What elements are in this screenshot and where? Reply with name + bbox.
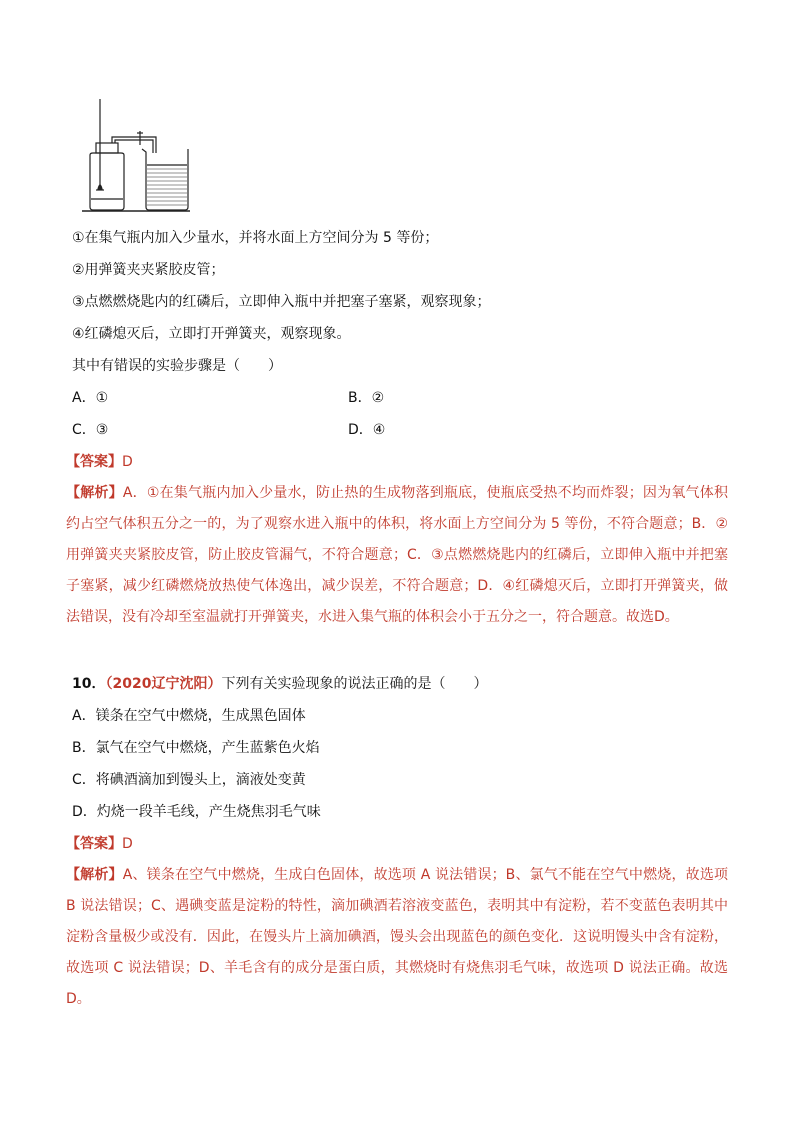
question-10-stem: [72, 674, 487, 694]
question-9-analysis: [66, 478, 728, 633]
analysis-text: A、镁条在空气中燃烧，生成白色固体，故选项 A 说法错误；B、氯气不能在空气中燃烧，故选项 B 说法错误；C、遇碘变蓝是淀粉的特性，滴加碘酒若溶液变蓝色，表明其中有淀粉，若不变蓝色表明其中淀粉含量极少或没有．因此，在馒头片上滴加碘酒，馒头会出现蓝色的颜色变化．这说明馒头中含有淀粉，故选项 C 说法错误；D、羊毛含有的成分是蛋白质，其燃烧时有烧焦羽毛气味，故选项 D 说法正确。故选D。: [66, 867, 728, 1007]
step-3: ③点燃燃烧匙内的红磷后，立即伸入瓶中并把塞子塞紧，观察现象；: [72, 294, 491, 310]
question-9-answer: [66, 452, 133, 472]
option-c: C．③: [72, 422, 109, 438]
question-10-option-d: D．灼烧一段羊毛线，产生烧焦羽毛气味: [72, 804, 321, 820]
step-4: ④红磷熄灭后，立即打开弹簧夹，观察现象。: [72, 326, 351, 342]
question-10-answer: [66, 834, 133, 854]
option-a: A．①: [72, 390, 109, 406]
answer-value: D: [122, 836, 133, 852]
step-1: ①在集气瓶内加入少量水，并将水面上方空间分为 5 等份；: [72, 230, 439, 246]
option-b: B．②: [348, 390, 385, 406]
question-10-option-a: A．镁条在空气中燃烧，生成黑色固体: [72, 708, 306, 724]
question-10-option-b: B．氯气在空气中燃烧，产生蓝紫色火焰: [72, 740, 320, 756]
question-10-analysis: [66, 860, 728, 1015]
apparatus-diagram: [80, 97, 192, 213]
option-d: D．④: [348, 422, 386, 438]
question-text: 下列有关实验现象的说法正确的是（ ）: [221, 676, 488, 692]
analysis-tag: 【解析】: [66, 485, 123, 501]
question-9-options-row-1: [72, 388, 722, 408]
question-10-option-c: C．将碘酒滴加到馒头上，滴液处变黄: [72, 772, 306, 788]
question-source: （2020辽宁沈阳）: [105, 676, 222, 692]
answer-value: D: [122, 454, 133, 470]
analysis-text: A．①在集气瓶内加入少量水，防止热的生成物落到瓶底，使瓶底受热不均而炸裂；因为氧气体积约占空气体积五分之一的，为了观察水进入瓶中的体积，将水面上方空间分为 5 等份，不符合题意；B．②用弹簧夹夹紧胶皮管，防止胶皮管漏气，不符合题意；C．③点燃燃烧匙内的红磷后，立即伸入瓶中并把塞子塞紧，减少红磷燃烧放热使气体逸出，减少误差，不符合题意；D．④红磷熄灭后，立即打开弹簧夹，做法错误，没有冷却至室温就打开弹簧夹，水进入集气瓶的体积会小于五分之一，符合题意。故选D。: [66, 485, 728, 625]
analysis-tag: 【解析】: [66, 867, 123, 883]
answer-tag: 【答案】: [66, 454, 122, 470]
question-number: 10．: [72, 676, 106, 692]
answer-tag: 【答案】: [66, 836, 122, 852]
question-9-stem: 其中有错误的实验步骤是（ ）: [72, 358, 282, 374]
question-9-options-row-2: [72, 420, 722, 440]
step-2: ②用弹簧夹夹紧胶皮管；: [72, 262, 225, 278]
